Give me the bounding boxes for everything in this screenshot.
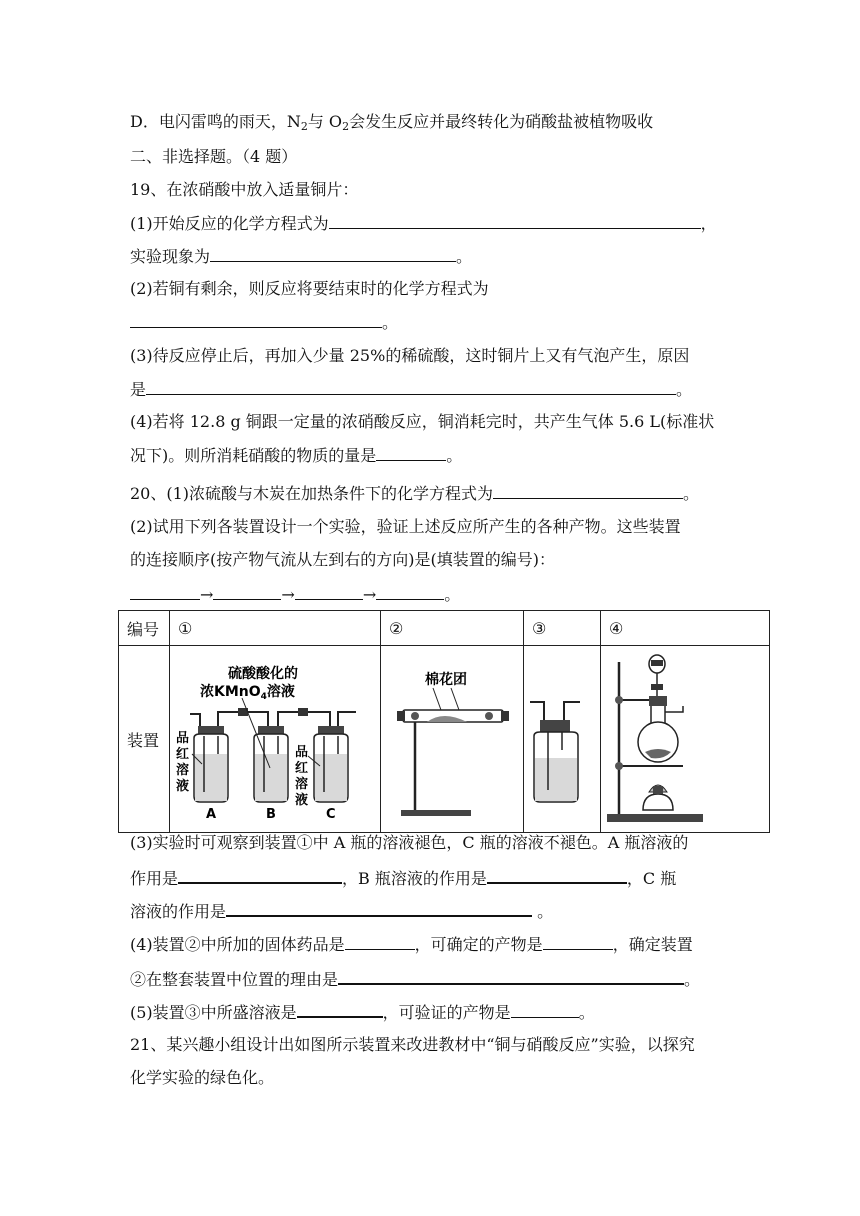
q20-part3-answers: 作用是 ，B 瓶溶液的作用是 ，C 瓶 xyxy=(130,866,676,890)
answer-blank[interactable] xyxy=(130,311,382,328)
question-20-part1: 20、(1)浓硫酸与木炭在加热条件下的化学方程式为 。 xyxy=(130,484,700,503)
bottle-a-label: A xyxy=(206,807,217,822)
svg-text:溶: 溶 xyxy=(295,777,309,792)
drying-tube-diagram xyxy=(381,646,523,828)
q19-part4-answer: 况下)。则所消耗硝酸的物质的量是 。 xyxy=(130,446,463,465)
table-header-4: ④ xyxy=(601,611,770,646)
svg-text:溶: 溶 xyxy=(176,763,190,778)
svg-text:液: 液 xyxy=(176,779,190,794)
answer-blank[interactable] xyxy=(345,933,415,950)
q19-part4: (4)若将 12.8 g 铜跟一定量的浓硝酸反应，铜消耗完时，共产生气体 5.6 L(标准状 xyxy=(130,412,715,431)
answer-blank[interactable] xyxy=(130,583,200,600)
q19-part1-phenomenon: 实验现象为 。 xyxy=(130,247,473,266)
table-row-label: 装置 xyxy=(119,646,170,833)
svg-text:红: 红 xyxy=(295,761,309,776)
q20-part4: (4)装置②中所加的固体药品是 ，可确定的产物是 ，确定装置 xyxy=(130,935,693,954)
answer-blank[interactable] xyxy=(297,1000,383,1018)
bottle-c xyxy=(314,726,348,802)
q19-part2: (2)若铜有剩余，则反应将要结束时的化学方程式为 xyxy=(130,279,489,298)
fig1-caption-line2: 浓KMnO$_4$溶液 xyxy=(200,684,295,702)
apparatus-table xyxy=(118,610,770,833)
section-heading: 二、非选择题。（4 题） xyxy=(130,147,298,166)
answer-blank[interactable] xyxy=(493,482,683,499)
question-19-stem: 19、在浓硝酸中放入适量铜片： xyxy=(130,180,359,199)
q20-part2: (2)试用下列各装置设计一个实验，验证上述反应所产生的各种产物。这些装置 xyxy=(130,517,681,536)
bottle-c-label: C xyxy=(326,807,336,822)
table-header-1: ① xyxy=(170,611,381,646)
answer-blank[interactable] xyxy=(543,933,613,950)
q19-part1: (1)开始反应的化学方程式为 ， xyxy=(130,214,717,233)
question-21-stem: 21、某兴趣小组设计出如图所示装置来改进教材中“铜与硝酸反应”实验，以探究 xyxy=(130,1035,695,1054)
q20-part3: (3)实验时可观察到装置①中 A 瓶的溶液褪色，C 瓶的溶液不褪色。A 瓶溶液的 xyxy=(130,833,689,852)
apparatus-2-cell xyxy=(381,646,524,833)
table-header-3: ③ xyxy=(524,611,601,646)
q20-order-answer: → → → 。 xyxy=(130,583,460,606)
apparatus-4-cell xyxy=(601,646,770,833)
table-header-number: 编号 xyxy=(119,611,170,646)
answer-blank[interactable] xyxy=(178,866,342,884)
answer-blank[interactable] xyxy=(376,444,446,461)
q20-part3-answers-cont: 溶液的作用是 。 xyxy=(130,899,553,923)
answer-blank[interactable] xyxy=(338,967,684,985)
apparatus-3-cell xyxy=(524,646,601,833)
wash-bottle-diagram xyxy=(524,646,600,828)
table-header-2: ② xyxy=(381,611,524,646)
fig2-caption: 棉花团 xyxy=(425,672,467,688)
fig1-caption-line1: 硫酸酸化的 xyxy=(228,666,298,682)
q20-part5: (5)装置③中所盛溶液是 ，可验证的产物是 。 xyxy=(130,1000,595,1024)
answer-blank[interactable] xyxy=(226,899,532,917)
apparatus-1-cell xyxy=(170,646,381,833)
answer-blank[interactable] xyxy=(511,1001,579,1018)
svg-text:品: 品 xyxy=(295,745,309,760)
answer-blank[interactable] xyxy=(329,212,701,229)
gas-generator-diagram xyxy=(601,646,769,828)
q19-part3-answer: 是 。 xyxy=(130,380,693,399)
q19-part2-answer: 。 xyxy=(130,311,398,334)
answer-blank[interactable] xyxy=(295,583,363,600)
answer-blank[interactable] xyxy=(487,866,627,884)
q19-part3: (3)待反应停止后，再加入少量 25%的稀硫酸，这时铜片上又有气泡产生，原因 xyxy=(130,346,690,365)
svg-text:品: 品 xyxy=(176,731,190,746)
svg-text:液: 液 xyxy=(295,793,309,808)
answer-blank[interactable] xyxy=(210,245,456,262)
answer-blank[interactable] xyxy=(376,583,444,600)
option-d: D．电闪雷鸣的雨天，$N_2$与 $O_2$会发生反应并最终转化为硝酸盐被植物吸收 xyxy=(130,112,654,133)
q20-part4-cont: ②在整套装置中位置的理由是 。 xyxy=(130,967,700,991)
svg-text:红: 红 xyxy=(176,747,190,762)
question-21-stem-cont: 化学实验的绿色化。 xyxy=(130,1068,275,1087)
bottle-b-label: B xyxy=(266,807,276,822)
wash-bottles-diagram xyxy=(170,646,380,828)
q20-part2-cont: 的连接顺序(按产物气流从左到右的方向)是(填装置的编号)： xyxy=(130,550,555,569)
bottle-a xyxy=(194,726,228,802)
answer-blank[interactable] xyxy=(213,583,281,600)
bottle-b xyxy=(254,726,288,802)
answer-blank[interactable] xyxy=(146,378,676,395)
